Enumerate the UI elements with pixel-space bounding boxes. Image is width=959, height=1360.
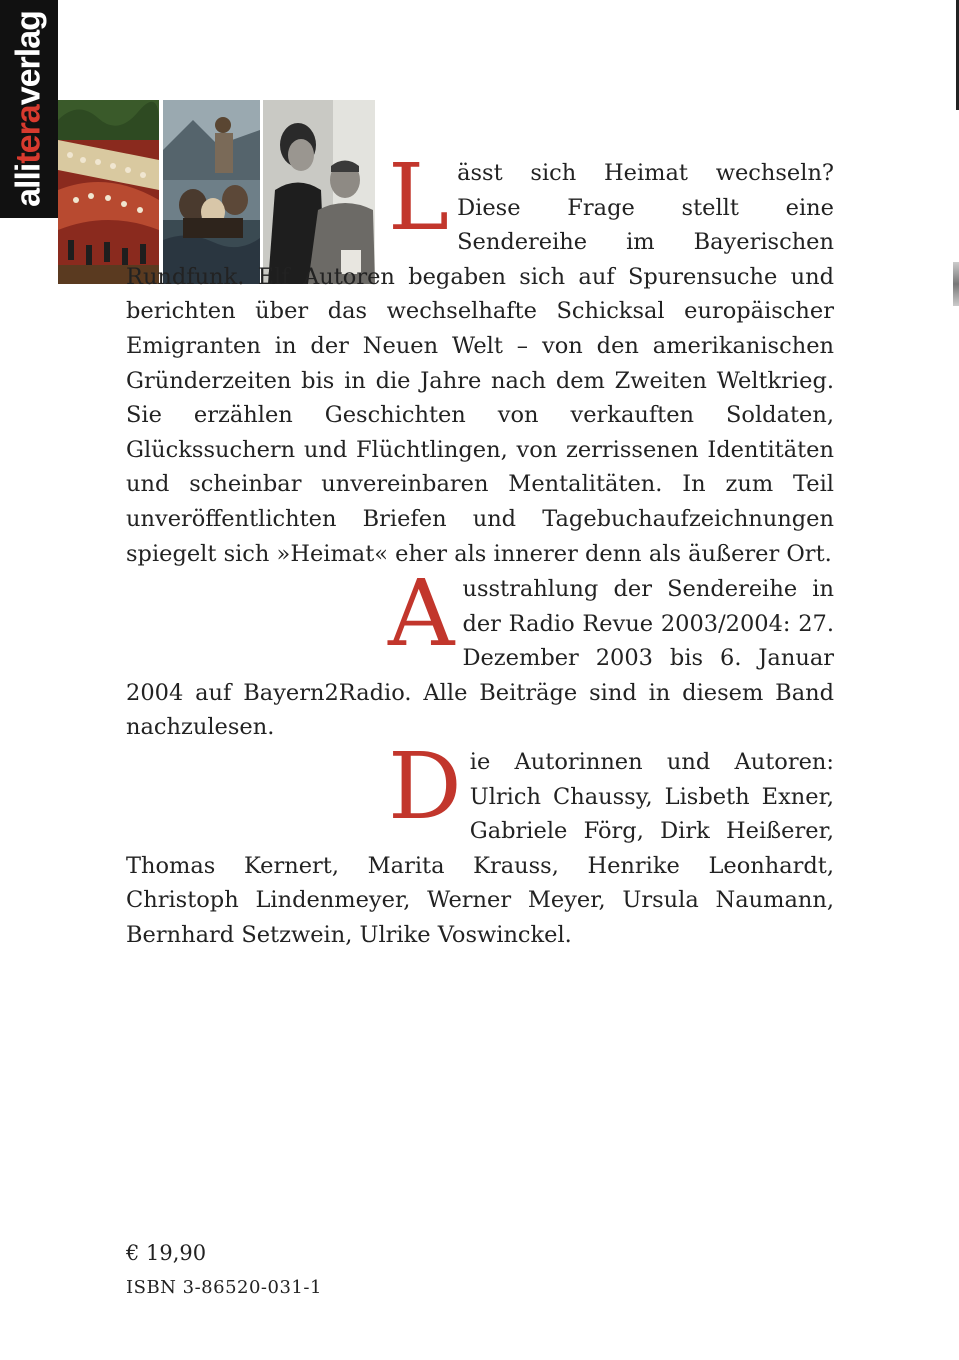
paragraph-broadcast bbox=[126, 560, 834, 745]
paragraph-authors bbox=[126, 733, 834, 953]
logo-part-2: verlag bbox=[9, 11, 48, 106]
isbn: ISBN 3-86520-031-1 bbox=[126, 1277, 322, 1298]
dropcap: L bbox=[388, 144, 450, 251]
dropcap: D bbox=[388, 733, 462, 840]
edge-mark-side bbox=[953, 262, 959, 306]
paragraph-text: ässt sich Heimat wechseln? Diese Frage stellt eine Sendereihe im Bayerischen Rundfunk. Elf Autoren begaben sich auf Spurensuche und berichten über das wechselhafte Schicksal europäischer Emigranten in der Neuen Welt – von den amerikanischen Gründerzeiten bis in die Jahre nach dem Zweiten Weltkrieg. Sie erzählen Geschichten von verkauften Soldaten, Glückssuchern und Flüchtlingen, von zerrissenen Identitäten und scheinbar unvereinbaren Mentalitäten. In zum Teil unveröffentlichten Briefen und Tagebuchaufzeichnungen spiegelt sich »Heimat« eher als innerer denn als äußerer Ort. bbox=[126, 160, 834, 567]
publisher-logo bbox=[0, 0, 58, 218]
dropcap: A bbox=[388, 560, 455, 667]
price: € 19,90 bbox=[126, 1241, 207, 1265]
publisher-logo-text bbox=[10, 11, 49, 207]
logo-accent: tera bbox=[9, 105, 48, 164]
paragraph-text: usstrahlung der Sendereihe in der Radio Revue 2003/2004: 27. Dezember 2003 bis 6. Januar 2004 auf Bayern2Radio. Alle Beiträge sind in diesem Band nachzulesen. bbox=[126, 576, 834, 741]
logo-part-1: alli bbox=[9, 163, 48, 207]
paragraph-text: ie Autorinnen und Autoren: Ulrich Chaussy, Lisbeth Exner, Gabriele Förg, Dirk Heißerer, Thomas Kernert, Marita Krauss, Henrike Leonhardt, Christoph Lindenmeyer, Werner Meyer, Ursula Naumann, Bernhard Setzwein, Ulrike Voswinckel. bbox=[126, 749, 834, 948]
paragraph-intro bbox=[126, 144, 834, 571]
